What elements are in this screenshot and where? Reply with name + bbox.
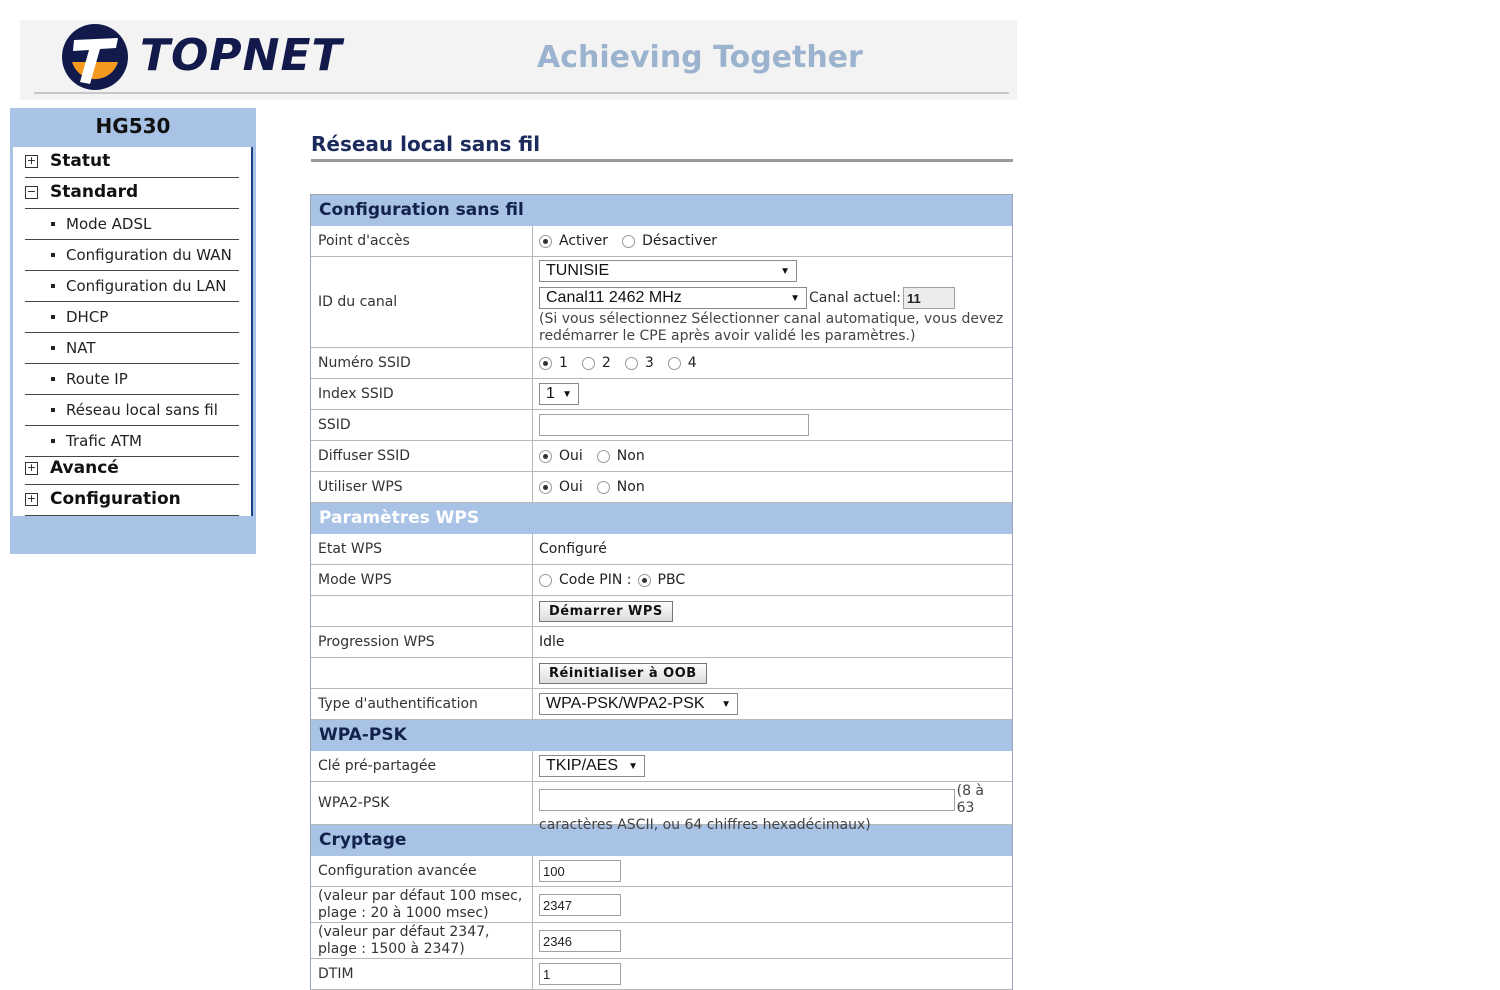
row-ssid-index [311,379,1012,410]
wlan-settings-form [310,194,1013,990]
radio-unchecked-icon [597,450,610,463]
beacon-interval-input[interactable]: 100 [539,860,621,882]
ssid-input[interactable] [539,414,809,436]
sidebar-item-route-ip[interactable] [25,364,239,395]
country-select[interactable] [539,260,797,282]
radio-label: Oui [559,448,583,464]
sidebar-item-avance[interactable] [25,454,239,485]
sidebar-item-mode-adsl[interactable] [25,209,239,240]
bullet-icon [51,253,55,257]
sidebar-item-label: Standard [50,182,139,202]
row-use-wps [311,472,1012,503]
row-wps-reset [311,658,1012,689]
wps-no-radio[interactable] [597,479,645,495]
sidebar-item-lan[interactable] [25,271,239,302]
sidebar-item-dhcp[interactable] [25,302,239,333]
radio-unchecked-icon [582,357,595,370]
sidebar-item-label: Statut [50,151,111,171]
sidebar-item-label: NAT [66,339,96,357]
country-select-value: TUNISIE [546,262,610,279]
access-point-enable-radio[interactable] [539,233,608,249]
sidebar-item-label: Avancé [50,458,119,478]
sidebar-item-nat[interactable] [25,333,239,364]
bullet-icon [51,439,55,443]
access-point-label: Point d'accès [311,226,533,256]
section-header-wireless-config: Configuration sans fil [311,195,1012,226]
use-wps-label: Utiliser WPS [311,472,533,502]
radio-label: Non [616,448,645,464]
sidebar [10,108,256,554]
radio-unchecked-icon [668,357,681,370]
row-channel [311,257,1012,348]
channel-select-value: Canal11 2462 MHz [546,289,682,306]
ssid-number-radio-4[interactable] [668,355,697,371]
sidebar-item-label: Mode ADSL [66,215,152,233]
ssid-index-value: 1 [546,385,555,402]
sidebar-menu [13,147,253,516]
ssid-number-label: Numéro SSID [311,348,533,378]
radio-unchecked-icon [597,481,610,494]
radio-unchecked-icon [625,357,638,370]
section-header-wpa-psk: WPA-PSK [311,720,1012,751]
dtim-label: DTIM [311,959,533,989]
sidebar-item-statut[interactable] [25,147,239,178]
radio-label: 3 [644,355,654,371]
radio-label: Désactiver [642,233,718,249]
auth-type-value: WPA-PSK/WPA2-PSK [546,695,705,712]
bullet-icon [51,346,55,350]
sidebar-item-configuration[interactable] [25,485,239,516]
sidebar-item-trafic-atm[interactable] [25,426,239,457]
rts-threshold-input[interactable]: 2347 [539,894,621,916]
section-header-cryptage: Cryptage [311,825,1012,856]
psk-encryption-select[interactable] [539,755,645,777]
row-ssid-number [311,348,1012,379]
wps-progress-value: Idle [539,634,565,650]
ssid-number-radio-1[interactable] [539,355,568,371]
row-wps-state [311,534,1012,565]
wps-state-value: Configuré [539,541,607,557]
auth-type-label: Type d'authentification [311,689,533,719]
page-title: Réseau local sans fil [311,132,541,156]
ssid-number-radio-2[interactable] [582,355,611,371]
title-divider [311,159,1013,162]
sidebar-item-label: Configuration [50,489,181,509]
radio-label: PBC [657,572,686,588]
ssid-index-label: Index SSID [311,379,533,409]
auth-type-select[interactable] [539,693,738,715]
dropdown-arrow-icon: ▼ [790,292,800,304]
wps-mode-pin-radio[interactable] [539,572,632,588]
bullet-icon [51,284,55,288]
sidebar-item-label: Réseau local sans fil [66,401,218,419]
row-wps-start [311,596,1012,627]
sidebar-item-label: Configuration du LAN [66,277,227,295]
rts-threshold-label: (valeur par défaut 100 msec, plage : 20 à 1000 msec) [311,887,533,922]
expand-plus-icon[interactable]: + [26,461,37,474]
bullet-icon [51,315,55,319]
psk-encryption-value: TKIP/AES [546,757,619,774]
ssid-number-radio-3[interactable] [625,355,654,371]
empty-label-cell [311,658,533,688]
row-wpa2-psk [311,782,1012,833]
radio-checked-icon [638,574,651,587]
access-point-disable-radio[interactable] [622,233,717,249]
row-broadcast-ssid [311,441,1012,472]
row-wps-progress [311,627,1012,658]
radio-label: 1 [559,355,568,371]
wps-progress-label: Progression WPS [311,627,533,657]
radio-checked-icon [539,235,552,248]
row-dtim [311,959,1012,990]
device-model-title: HG530 [95,114,171,138]
bullet-icon [51,377,55,381]
reset-oob-button[interactable]: Réinitialiser à OOB [539,663,707,684]
expand-plus-icon[interactable]: + [26,492,37,505]
wps-state-label: Etat WPS [311,534,533,564]
fragment-threshold-label: (valeur par défaut 2347, plage : 1500 à 2347) [311,923,533,958]
topnet-logo-icon [60,22,130,92]
channel-label: ID du canal [311,257,533,347]
header-banner [20,20,1017,100]
brand-logo-text: TOPNET [140,30,343,81]
row-wps-mode [311,565,1012,596]
bullet-icon [51,222,55,226]
radio-label: 4 [687,355,697,371]
row-psk-encryption [311,751,1012,782]
radio-label: Oui [559,479,583,495]
broadcast-yes-radio[interactable] [539,448,583,464]
sidebar-item-standard[interactable] [25,178,239,209]
broadcast-ssid-label: Diffuser SSID [311,441,533,471]
radio-unchecked-icon [622,235,635,248]
dtim-input[interactable]: 1 [539,963,621,985]
sidebar-item-label: Route IP [66,370,128,388]
ssid-label: SSID [311,410,533,440]
dropdown-arrow-icon: ▼ [562,388,572,400]
current-channel-label: Canal actuel: [809,290,902,306]
row-ssid [311,410,1012,441]
current-channel-field: 11 [903,287,955,309]
ssid-index-select[interactable] [539,383,579,405]
radio-unchecked-icon [539,574,552,587]
channel-select[interactable] [539,287,807,309]
sidebar-item-label: DHCP [66,308,109,326]
wps-mode-pbc-radio[interactable] [638,572,686,588]
channel-note: (Si vous sélectionnez Sélectionner canal automatique, vous devez redémarrer le CPE après avoir validé les paramètres.) [539,311,1004,344]
radio-checked-icon [539,357,552,370]
radio-label: Code PIN : [559,572,632,588]
wps-yes-radio[interactable] [539,479,583,495]
radio-checked-icon [539,450,552,463]
dropdown-arrow-icon: ▼ [628,760,638,772]
sidebar-item-label: Configuration du WAN [66,246,232,264]
start-wps-button[interactable]: Démarrer WPS [539,601,673,622]
row-rts-threshold [311,887,1012,923]
broadcast-no-radio[interactable] [597,448,645,464]
psk-label: Clé pré-partagée [311,751,533,781]
wps-mode-label: Mode WPS [311,565,533,595]
empty-label-cell [311,596,533,626]
expand-plus-icon[interactable]: + [26,154,37,167]
row-access-point [311,226,1012,257]
row-auth-type [311,689,1012,720]
radio-label: 2 [601,355,611,371]
row-advanced-config [311,856,1012,887]
row-fragment-threshold [311,923,1012,959]
radio-label: Activer [559,233,609,249]
dropdown-arrow-icon: ▼ [780,265,790,277]
dropdown-arrow-icon: ▼ [721,698,731,710]
section-header-wps: Paramètres WPS [311,503,1012,534]
wpa2-psk-hint-start: (8 à 63 [956,783,985,816]
radio-label: Non [616,479,645,495]
wpa2-psk-hint-end: caractères ASCII, ou 64 chiffres hexadécimaux) [539,817,871,833]
bullet-icon [51,408,55,412]
advanced-config-label: Configuration avancée [311,856,533,886]
wpa2-psk-label: WPA2-PSK [311,782,533,824]
sidebar-item-wan[interactable] [25,240,239,271]
header-divider [34,92,1009,94]
radio-checked-icon [539,481,552,494]
brand-tagline: Achieving Together [537,40,863,75]
collapse-minus-icon[interactable]: − [26,185,37,198]
wpa2-psk-input[interactable] [539,789,955,811]
fragment-threshold-input[interactable]: 2346 [539,930,621,952]
sidebar-item-wlan[interactable] [25,395,239,426]
sidebar-item-label: Trafic ATM [66,432,142,450]
